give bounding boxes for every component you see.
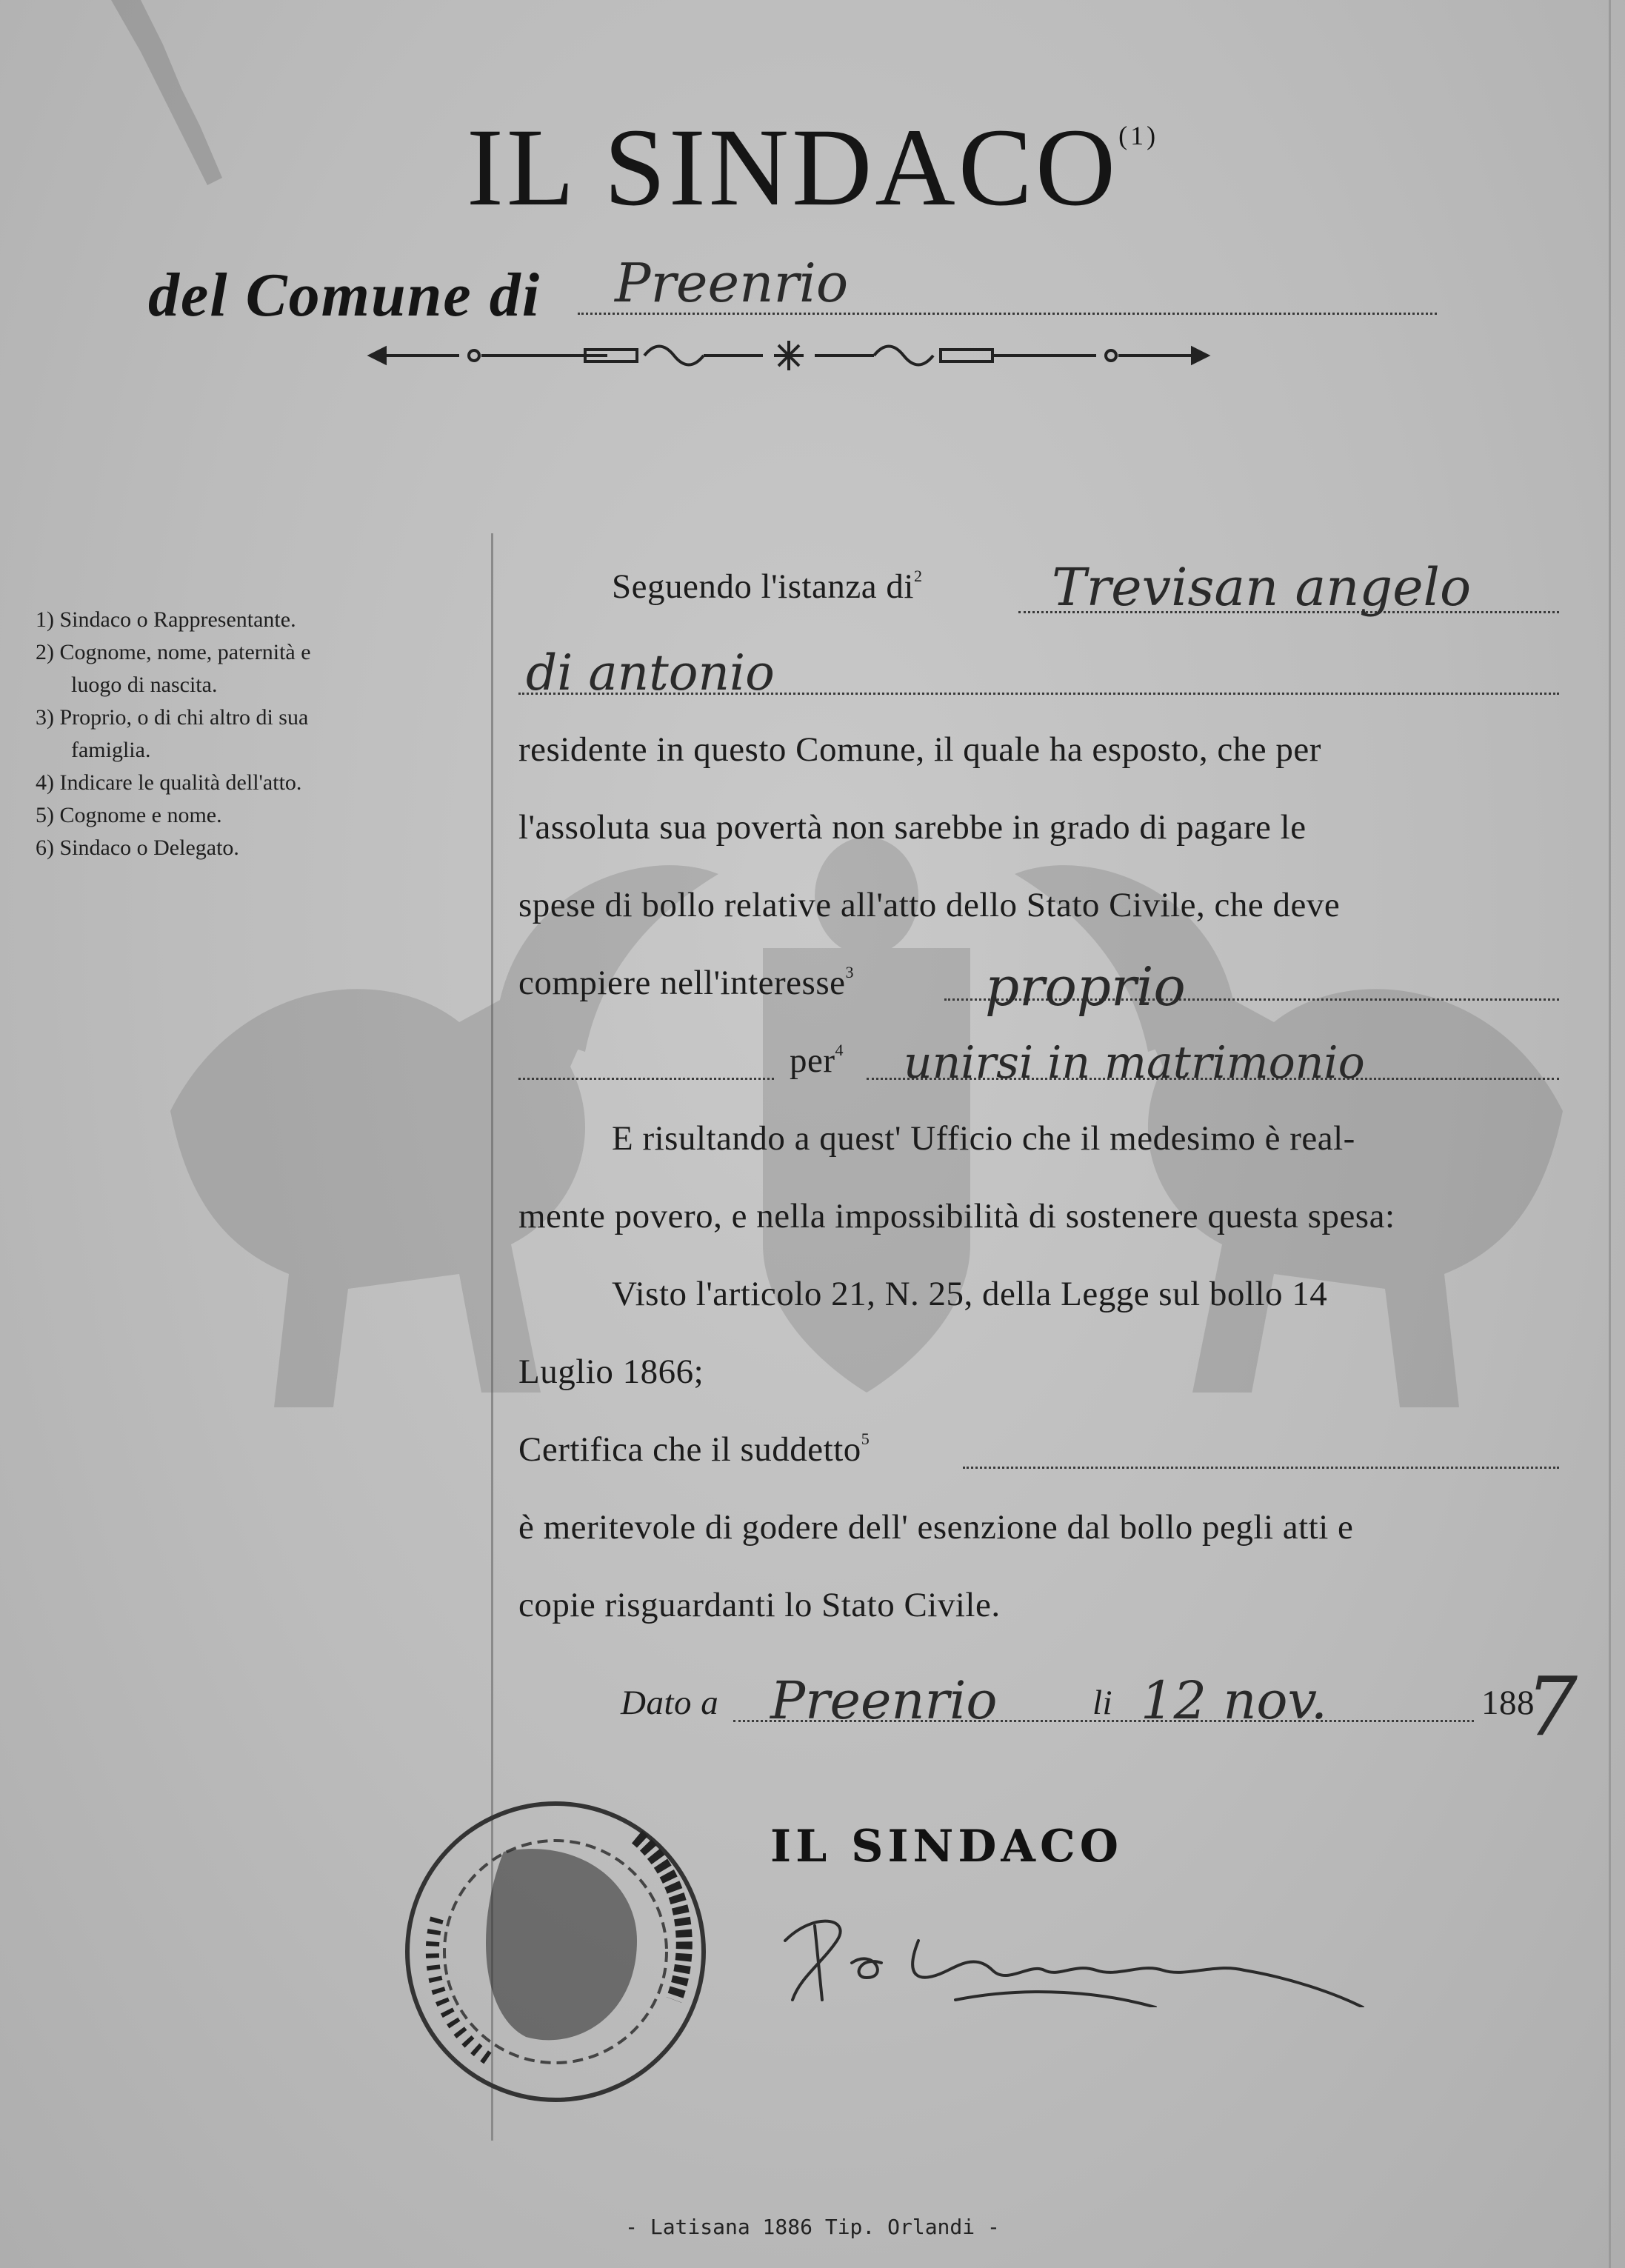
note-ref-5: 5: [861, 1430, 870, 1448]
body-line-3: residente in questo Comune, il quale ha esposto, che per: [518, 730, 1321, 769]
footnote-6: 6) Sindaco o Delegato.: [36, 836, 239, 860]
note-ref-2: 2: [913, 567, 923, 585]
footnotes-list: [36, 604, 465, 864]
date-handwritten-place: Preenrio: [770, 1670, 998, 1731]
interesse-handwritten-value: proprio: [985, 955, 1186, 1018]
body-line-9: mente povero, e nella impossibilità di sostenere questa spesa:: [518, 1197, 1395, 1235]
decorative-ornament: [363, 337, 1215, 374]
comune-line: [148, 244, 1437, 330]
istanza-prefix: Seguendo l'istanza di: [612, 567, 914, 606]
body-line-8: E risultando a quest' Ufficio che il medesimo è real-: [612, 1119, 1355, 1158]
per-dotted-line-left: [518, 1078, 774, 1080]
footnote-2-cont: luogo di nascita.: [71, 673, 218, 697]
body-line-14: copie risguardanti lo Stato Civile.: [518, 1586, 1001, 1624]
certifica-prefix: Certifica che il suddetto: [518, 1430, 861, 1469]
page-edge-line: [1609, 0, 1611, 2268]
istanza-line: [612, 567, 922, 607]
footnote-3-cont: famiglia.: [71, 738, 151, 762]
body-line-11: Luglio 1866;: [518, 1353, 704, 1391]
date-handwritten-day: 12 nov.: [1141, 1670, 1328, 1731]
comune-label: del Comune di: [148, 261, 541, 330]
footnote-3: 3) Proprio, o di chi altro di sua: [36, 705, 309, 730]
istanza-handwritten-name-2: di antonio: [526, 644, 775, 701]
signature-title: IL SINDACO: [770, 1821, 1123, 1872]
dato-a-label: Dato a: [621, 1684, 719, 1722]
printer-imprint: - Latisana 1886 Tip. Orlandi -: [625, 2215, 1000, 2239]
body-line-10: Visto l'articolo 21, N. 25, della Legge sul bollo 14: [612, 1275, 1328, 1313]
body-line-4: l'assoluta sua povertà non sarebbe in grado di pagare le: [518, 808, 1307, 847]
note-ref-4: 4: [835, 1041, 844, 1059]
year-handwritten: 7: [1526, 1659, 1578, 1754]
title-note: (1): [1118, 121, 1159, 150]
footnote-2: 2) Cognome, nome, paternità e: [36, 640, 311, 664]
footnote-4: 4) Indicare le qualità dell'atto.: [36, 770, 302, 795]
year-printed: 188: [1481, 1684, 1535, 1722]
per-prefix: per: [790, 1041, 835, 1080]
interesse-line: [518, 963, 854, 1003]
li-label: li: [1092, 1684, 1113, 1722]
interesse-prefix: compiere nell'interesse: [518, 964, 846, 1002]
footnote-5: 5) Cognome e nome.: [36, 803, 222, 827]
watermark-lion-emblem: [126, 830, 1607, 1496]
note-ref-3: 3: [845, 963, 854, 981]
body-line-5: spese di bollo relative all'atto dello Stato Civile, che deve: [518, 886, 1341, 924]
footnote-1: 1) Sindaco o Rappresentante.: [36, 607, 296, 632]
per-line: [790, 1041, 844, 1081]
mayor-signature: [770, 1896, 1437, 2007]
body-line-13: è meritevole di godere dell' esenzione dal bollo pegli atti e: [518, 1508, 1354, 1547]
istanza-handwritten-name: Trevisan angelo: [1052, 557, 1472, 618]
per-handwritten-value: unirsi in matrimonio: [904, 1037, 1365, 1089]
title-text: IL SINDACO: [466, 106, 1119, 229]
certifica-line: [518, 1430, 870, 1470]
certifica-dotted-line: [963, 1467, 1559, 1469]
comune-handwritten-name: Preenrio: [615, 252, 849, 314]
official-seal-stamp: [393, 1792, 718, 2111]
page-title: [0, 104, 1625, 231]
